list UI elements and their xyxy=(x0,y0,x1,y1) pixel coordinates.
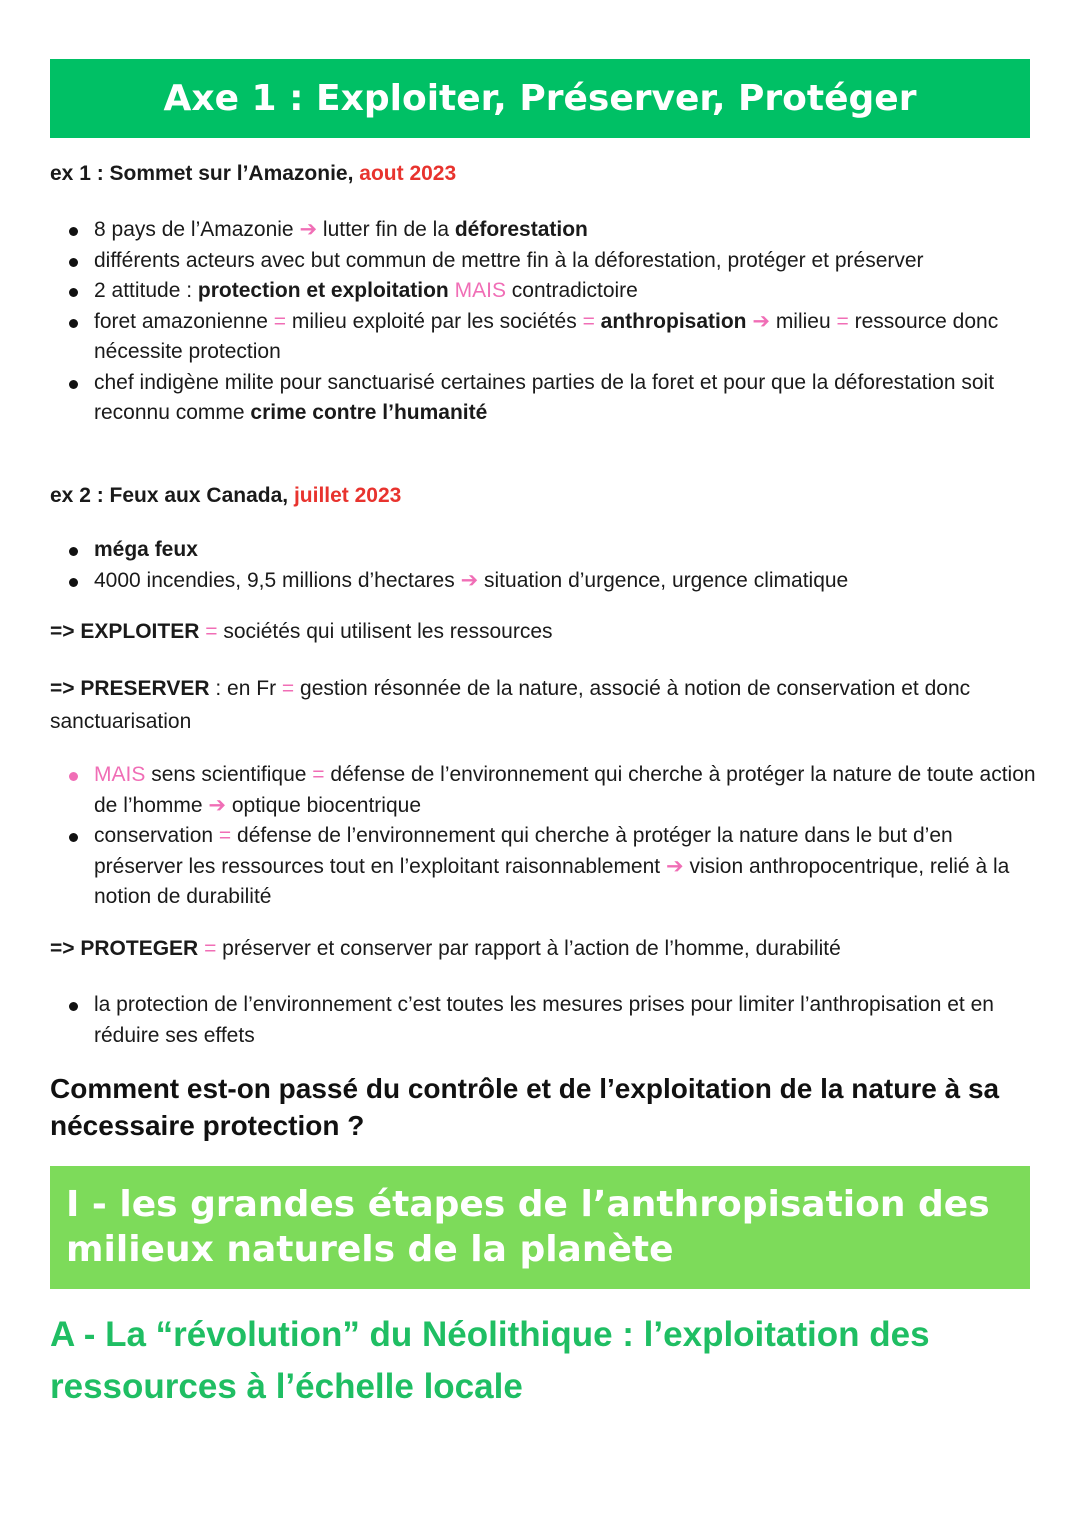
proteger-list xyxy=(50,990,1040,1051)
section-1-title: I - les grandes étapes de l’anthropisation des milieux naturels de la planète xyxy=(66,1184,990,1270)
axis-title-banner xyxy=(50,59,1030,138)
list-item: différents acteurs avec but commun de mettre fin à la déforestation, protéger et préserver xyxy=(50,246,1040,277)
list-item: 2 attitude : protection et exploitation MAIS contradictoire xyxy=(50,276,1040,307)
section-1-banner xyxy=(50,1166,1030,1289)
equals-sign: = xyxy=(218,824,232,847)
example-2-list xyxy=(50,535,1040,596)
list-item: conservation = défense de l’environnement qui cherche à protéger la nature dans le but d’en préserver les ressources tout en l’exploitant raisonnablement ➔ vision anthropocentrique, relié à la notion de durabilité xyxy=(50,821,1040,913)
equals-sign: = xyxy=(312,763,325,786)
example-2-heading xyxy=(50,481,1040,512)
arrow-icon: ➔ xyxy=(299,218,318,241)
equals-sign: = xyxy=(204,937,217,960)
definition-exploiter: => EXPLOITER = sociétés qui utilisent les ressources xyxy=(50,620,553,643)
arrow-icon: ➔ xyxy=(665,854,684,878)
arrow-icon: ➔ xyxy=(460,568,479,592)
example-1-date: aout 2023 xyxy=(359,162,457,185)
equals-sign: = xyxy=(836,309,849,333)
axis-title: Axe 1 : Exploiter, Préserver, Protéger xyxy=(163,78,917,119)
equals-sign: = xyxy=(582,309,595,333)
example-2-date: juillet 2023 xyxy=(293,484,402,507)
list-item: 4000 incendies, 9,5 millions d’hectares ➔ situation d’urgence, urgence climatique xyxy=(50,566,1040,597)
equals-sign: = xyxy=(205,620,218,643)
equals-sign: = xyxy=(273,309,287,333)
definition-preserver: => PRESERVER : en Fr = gestion résonnée de la nature, associé à notion de conservation et donc sanctuarisation xyxy=(50,677,971,733)
example-2-label: ex 2 : Feux aux Canada, xyxy=(50,484,289,507)
list-item: chef indigène milite pour sanctuarisé certaines parties de la foret et pour que la déforestation soit reconnu comme crime contre l’humanité xyxy=(50,368,1040,429)
list-item: 8 pays de l’Amazonie ➔ lutter fin de la déforestation xyxy=(50,215,1040,246)
definition-proteger: => PROTEGER = préserver et conserver par rapport à l’action de l’homme, durabilité xyxy=(50,937,841,960)
list-item: la protection de l’environnement c’est toutes les mesures prises pour limiter l’anthropisation et en réduire ses effets xyxy=(50,990,1040,1051)
problem-question: Comment est-on passé du contrôle et de l’exploitation de la nature à sa nécessaire protection ? xyxy=(50,1073,1000,1141)
arrow-icon: ➔ xyxy=(208,793,227,817)
list-item: méga feux xyxy=(50,535,1040,566)
list-item: MAIS sens scientifique = défense de l’environnement qui cherche à protéger la nature de toute action de l’homme ➔ optique biocentrique xyxy=(50,760,1040,821)
list-item: foret amazonienne = milieu exploité par les sociétés = anthropisation ➔ milieu = ressource donc nécessite protection xyxy=(50,307,1040,368)
example-1-heading xyxy=(50,159,1040,190)
preserver-list xyxy=(50,760,1040,913)
subsection-a-title: A - La “révolution” du Néolithique : l’exploitation des ressources à l’échelle locale xyxy=(50,1315,930,1406)
equals-sign: = xyxy=(281,677,295,700)
example-1-list xyxy=(50,215,1040,429)
arrow-icon: ➔ xyxy=(752,309,770,333)
example-1-label: ex 1 : Sommet sur l’Amazonie, xyxy=(50,162,354,185)
